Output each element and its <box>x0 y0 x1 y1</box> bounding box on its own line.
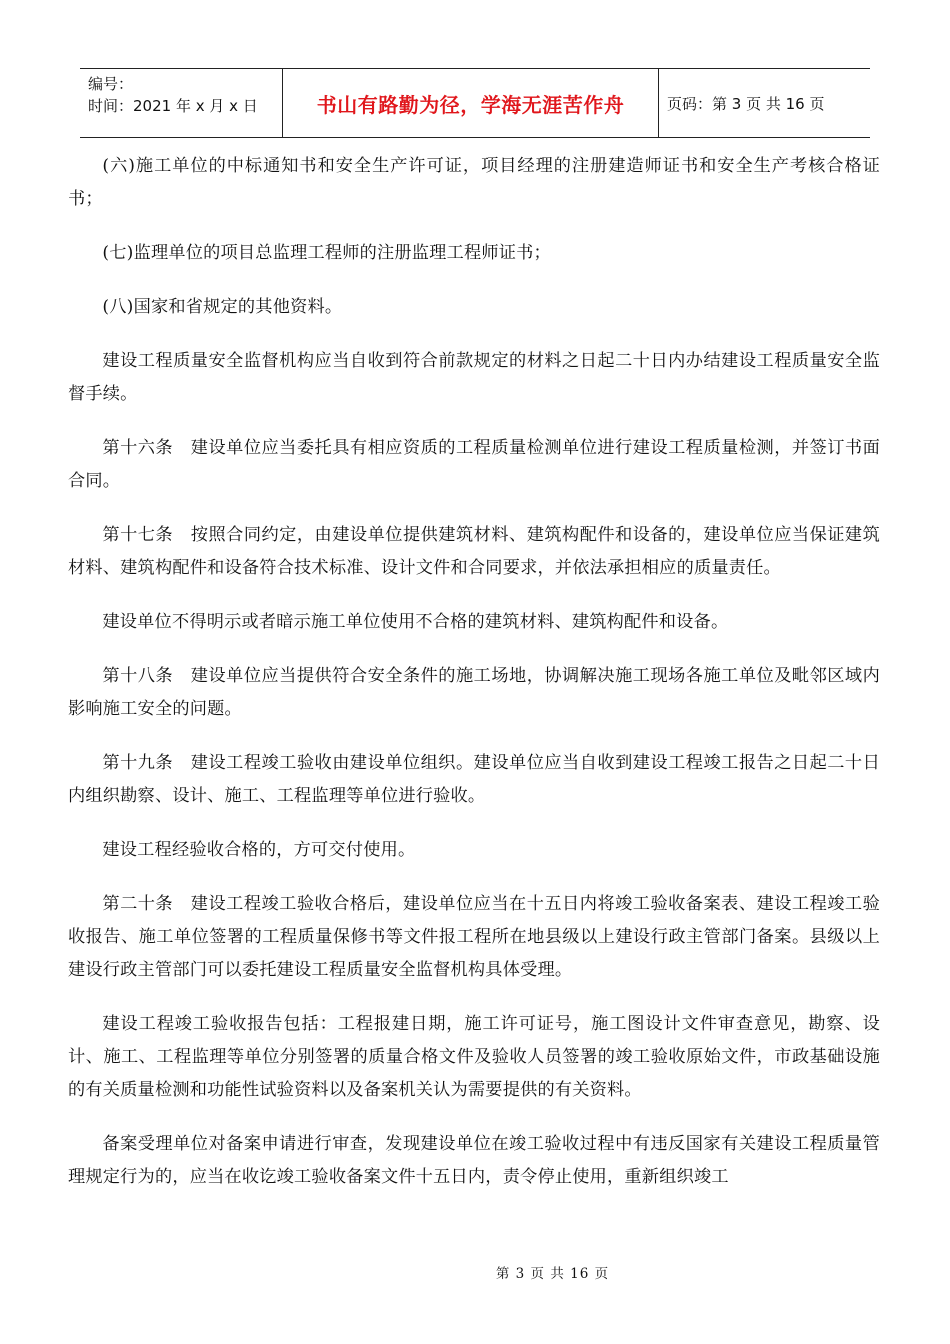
paragraph: 建设工程质量安全监督机构应当自收到符合前款规定的材料之日起二十日内办结建设工程质量安全监督手续。 <box>68 351 880 404</box>
paragraph: (六)施工单位的中标通知书和安全生产许可证，项目经理的注册建造师证书和安全生产考核合格证书； <box>68 156 880 209</box>
paragraph: (八)国家和省规定的其他资料。 <box>102 297 343 317</box>
serial-number-label: 编号： <box>88 75 134 93</box>
paragraph: 建设单位不得明示或者暗示施工单位使用不合格的建筑材料、建筑构配件和设备。 <box>102 612 729 632</box>
paragraph: 建设工程经验收合格的，方可交付使用。 <box>102 840 416 860</box>
header-meta <box>80 69 282 137</box>
paragraph: 第十六条 建设单位应当委托具有相应资质的工程质量检测单位进行建设工程质量检测，并签订书面合同。 <box>68 438 880 491</box>
header-page-info: 页码：第 3 页 共 16 页 <box>667 94 825 113</box>
paragraph: 第二十条 建设工程竣工验收合格后，建设单位应当在十五日内将竣工验收备案表、建设工程竣工验收报告、施工单位签署的工程质量保修书等文件报工程所在地县级以上建设行政主管部门备案。县级以上建设行政主管部门可以委托建设工程质量安全监督机构具体受理。 <box>68 894 880 980</box>
header-motto: 书山有路勤为径，学海无涯苦作舟 <box>282 69 659 137</box>
paragraph: 第十八条 建设单位应当提供符合安全条件的施工场地，协调解决施工现场各施工单位及毗邻区域内影响施工安全的问题。 <box>68 666 880 719</box>
paragraph: 第十七条 按照合同约定，由建设单位提供建筑材料、建筑构配件和设备的，建设单位应当保证建筑材料、建筑构配件和设备符合技术标准、设计文件和合同要求，并依法承担相应的质量责任。 <box>68 525 880 578</box>
paragraph: (七)监理单位的项目总监理工程师的注册监理工程师证书； <box>102 243 551 263</box>
document-body <box>68 150 880 1215</box>
paragraph: 建设工程竣工验收报告包括：工程报建日期，施工许可证号，施工图设计文件审查意见，勘察、设计、施工、工程监理等单位分别签署的质量合格文件及验收人员签署的竣工验收原始文件，市政基础设施的有关质量检测和功能性试验资料以及备案机关认为需要提供的有关资料。 <box>68 1014 880 1100</box>
footer-page-number: 第 3 页 共 16 页 <box>495 1266 610 1282</box>
paragraph: 备案受理单位对备案申请进行审查，发现建设单位在竣工验收过程中有违反国家有关建设工程质量管理规定行为的，应当在收讫竣工验收备案文件十五日内，责令停止使用，重新组织竣工 <box>68 1134 880 1187</box>
date-label: 时间：2021 年 x 月 x 日 <box>88 97 258 115</box>
paragraph: 第十九条 建设工程竣工验收由建设单位组织。建设单位应当自收到建设工程竣工报告之日起二十日内组织勘察、设计、施工、工程监理等单位进行验收。 <box>68 753 880 806</box>
document-header <box>80 68 870 138</box>
page-footer <box>0 1262 950 1282</box>
